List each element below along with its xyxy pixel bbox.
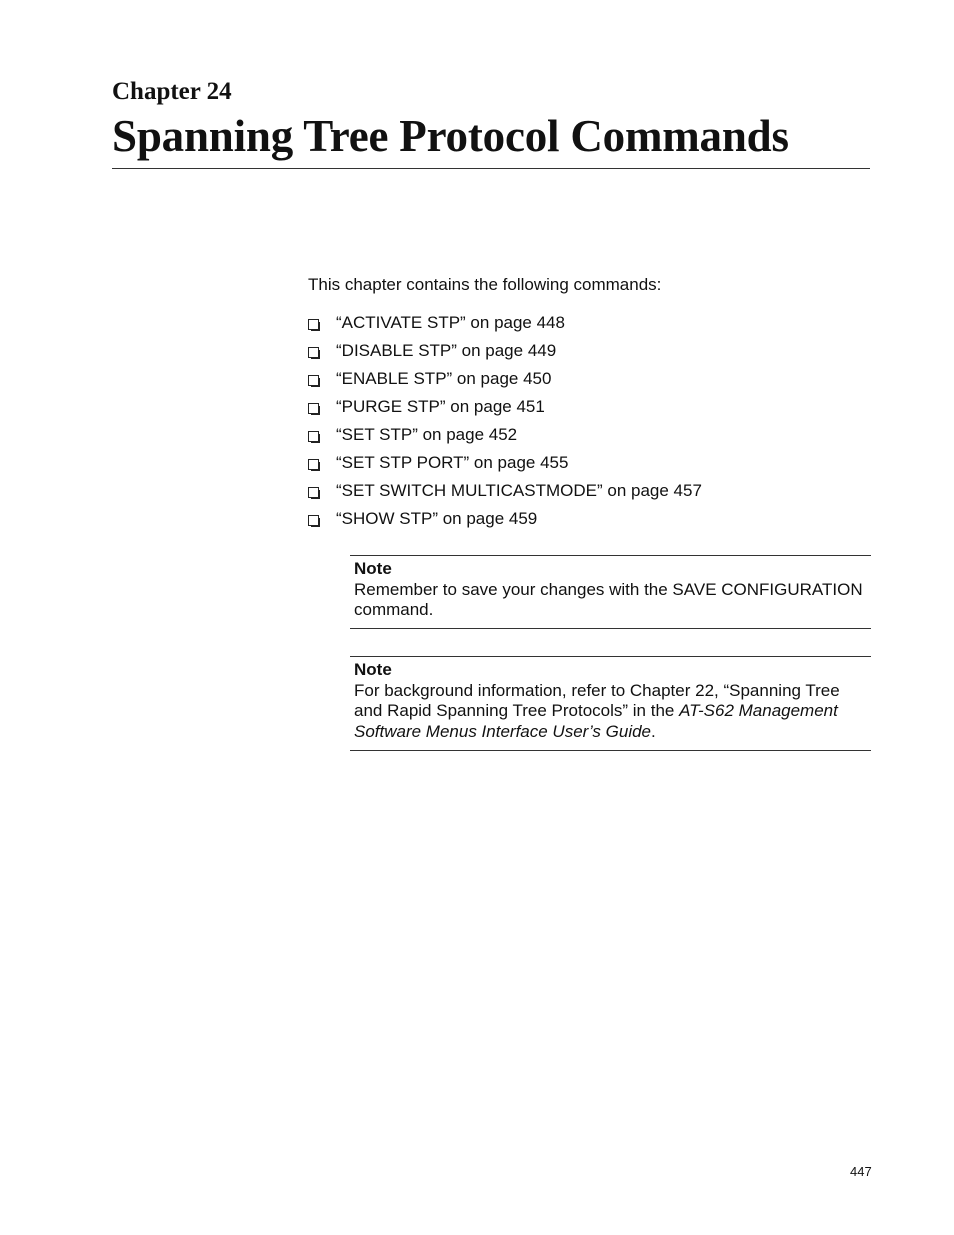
checkbox-bullet-icon [308, 459, 319, 470]
command-link[interactable]: “SET STP PORT” on page 455 [336, 453, 569, 472]
list-item [308, 341, 702, 369]
note-box [350, 555, 871, 629]
guide-title: AT-S62 Management Software Menus Interface User’s Guide [354, 701, 838, 741]
note-box [350, 656, 871, 751]
checkbox-bullet-icon [308, 375, 319, 386]
command-link[interactable]: “SET STP” on page 452 [336, 425, 518, 444]
command-link[interactable]: “DISABLE STP” on page 449 [336, 341, 557, 360]
note-heading: Note [354, 660, 392, 679]
checkbox-bullet-icon [308, 515, 319, 526]
chapter-label: Chapter 24 [112, 78, 232, 105]
page-number: 447 [850, 1164, 872, 1179]
command-link[interactable]: “PURGE STP” on page 451 [336, 397, 545, 416]
checkbox-bullet-icon [308, 319, 319, 330]
checkbox-bullet-icon [308, 403, 319, 414]
command-link[interactable]: “SET SWITCH MULTICASTMODE” on page 457 [336, 481, 702, 500]
command-list [308, 313, 702, 537]
list-item [308, 313, 702, 341]
note-text-part: For background information, refer to Chapter 22, “Spanning Tree and Rapid Spanning Tree Protocols” in the [354, 680, 840, 720]
note-text-part: . [651, 721, 656, 741]
checkbox-bullet-icon [308, 347, 319, 358]
list-item [308, 425, 702, 453]
list-item [308, 481, 702, 509]
command-link[interactable]: “SHOW STP” on page 459 [336, 509, 538, 528]
note-text: Remember to save your changes with the SAVE CONFIGURATION command. [354, 579, 863, 619]
intro-text: This chapter contains the following commands: [308, 275, 662, 294]
note-text [354, 681, 871, 743]
checkbox-bullet-icon [308, 431, 319, 442]
title-rule [112, 168, 870, 169]
command-link[interactable]: “ACTIVATE STP” on page 448 [336, 313, 565, 332]
list-item [308, 397, 702, 425]
list-item [308, 509, 702, 537]
checkbox-bullet-icon [308, 487, 319, 498]
note-heading: Note [354, 559, 392, 578]
chapter-title: Spanning Tree Protocol Commands [112, 111, 789, 161]
list-item [308, 369, 702, 397]
list-item [308, 453, 702, 481]
command-link[interactable]: “ENABLE STP” on page 450 [336, 369, 552, 388]
